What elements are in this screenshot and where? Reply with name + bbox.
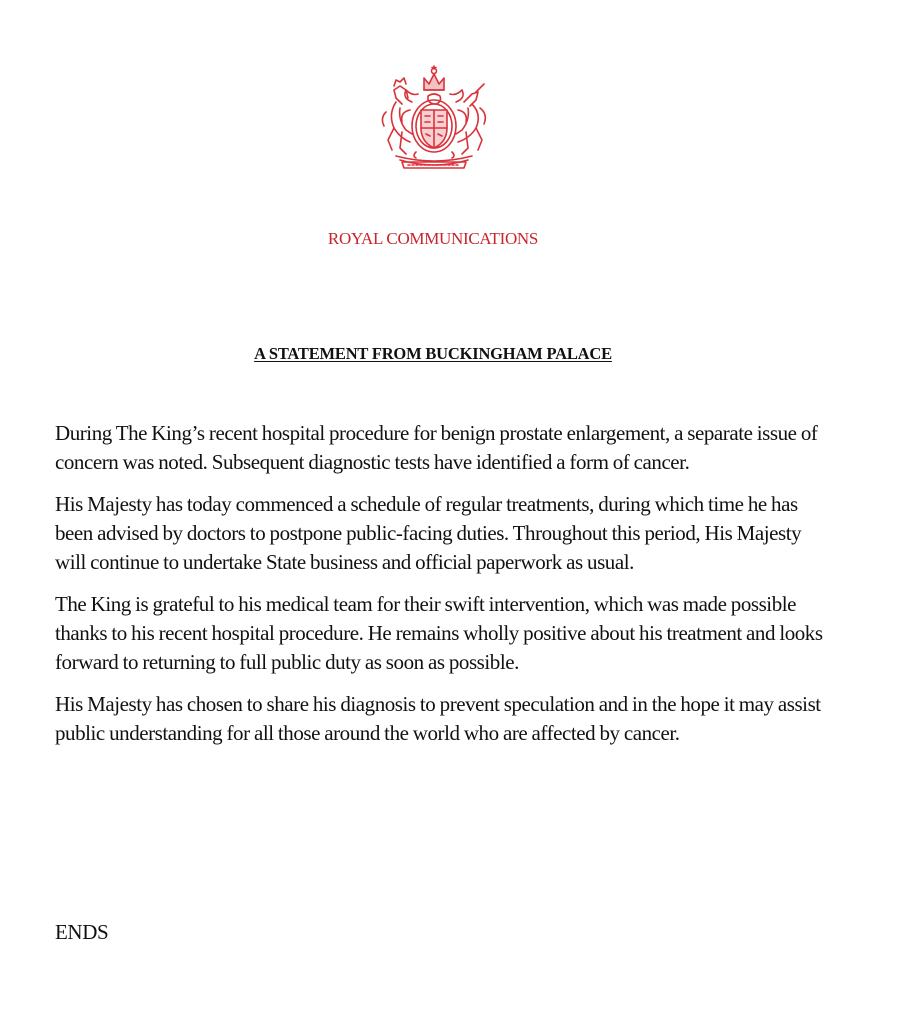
statement-paragraph: His Majesty has today commenced a schedule of regular treatments, during which time he has been advised by doctors to postpone public-facing duties. Throughout this period, His Majesty will continue to undertake State business and official paperwork as usual. (55, 492, 802, 574)
statement-title: A STATEMENT FROM BUCKINGHAM PALACE (254, 344, 612, 363)
organization-name: ROYAL COMMUNICATIONS (327, 229, 539, 248)
statement-closing: ENDS (55, 920, 109, 944)
statement-paragraph: The King is grateful to his medical team for their swift intervention, which was made possible thanks to his recent hospital procedure. He remains wholly positive about his treatment and looks forward to returning to full public duty as soon as possible. (55, 592, 823, 674)
statement-paragraph: During The King’s recent hospital procedure for benign prostate enlargement, a separate issue of concern was noted. Subsequent diagnostic tests have identified a form of cancer. (55, 421, 818, 474)
statement-paragraph: His Majesty has chosen to share his diagnosis to prevent speculation and in the hope it may assist public understanding for all those around the world who are affected by cancer. (55, 692, 821, 745)
statement-body (55, 419, 835, 761)
royal-coat-of-arms-icon (372, 62, 496, 174)
